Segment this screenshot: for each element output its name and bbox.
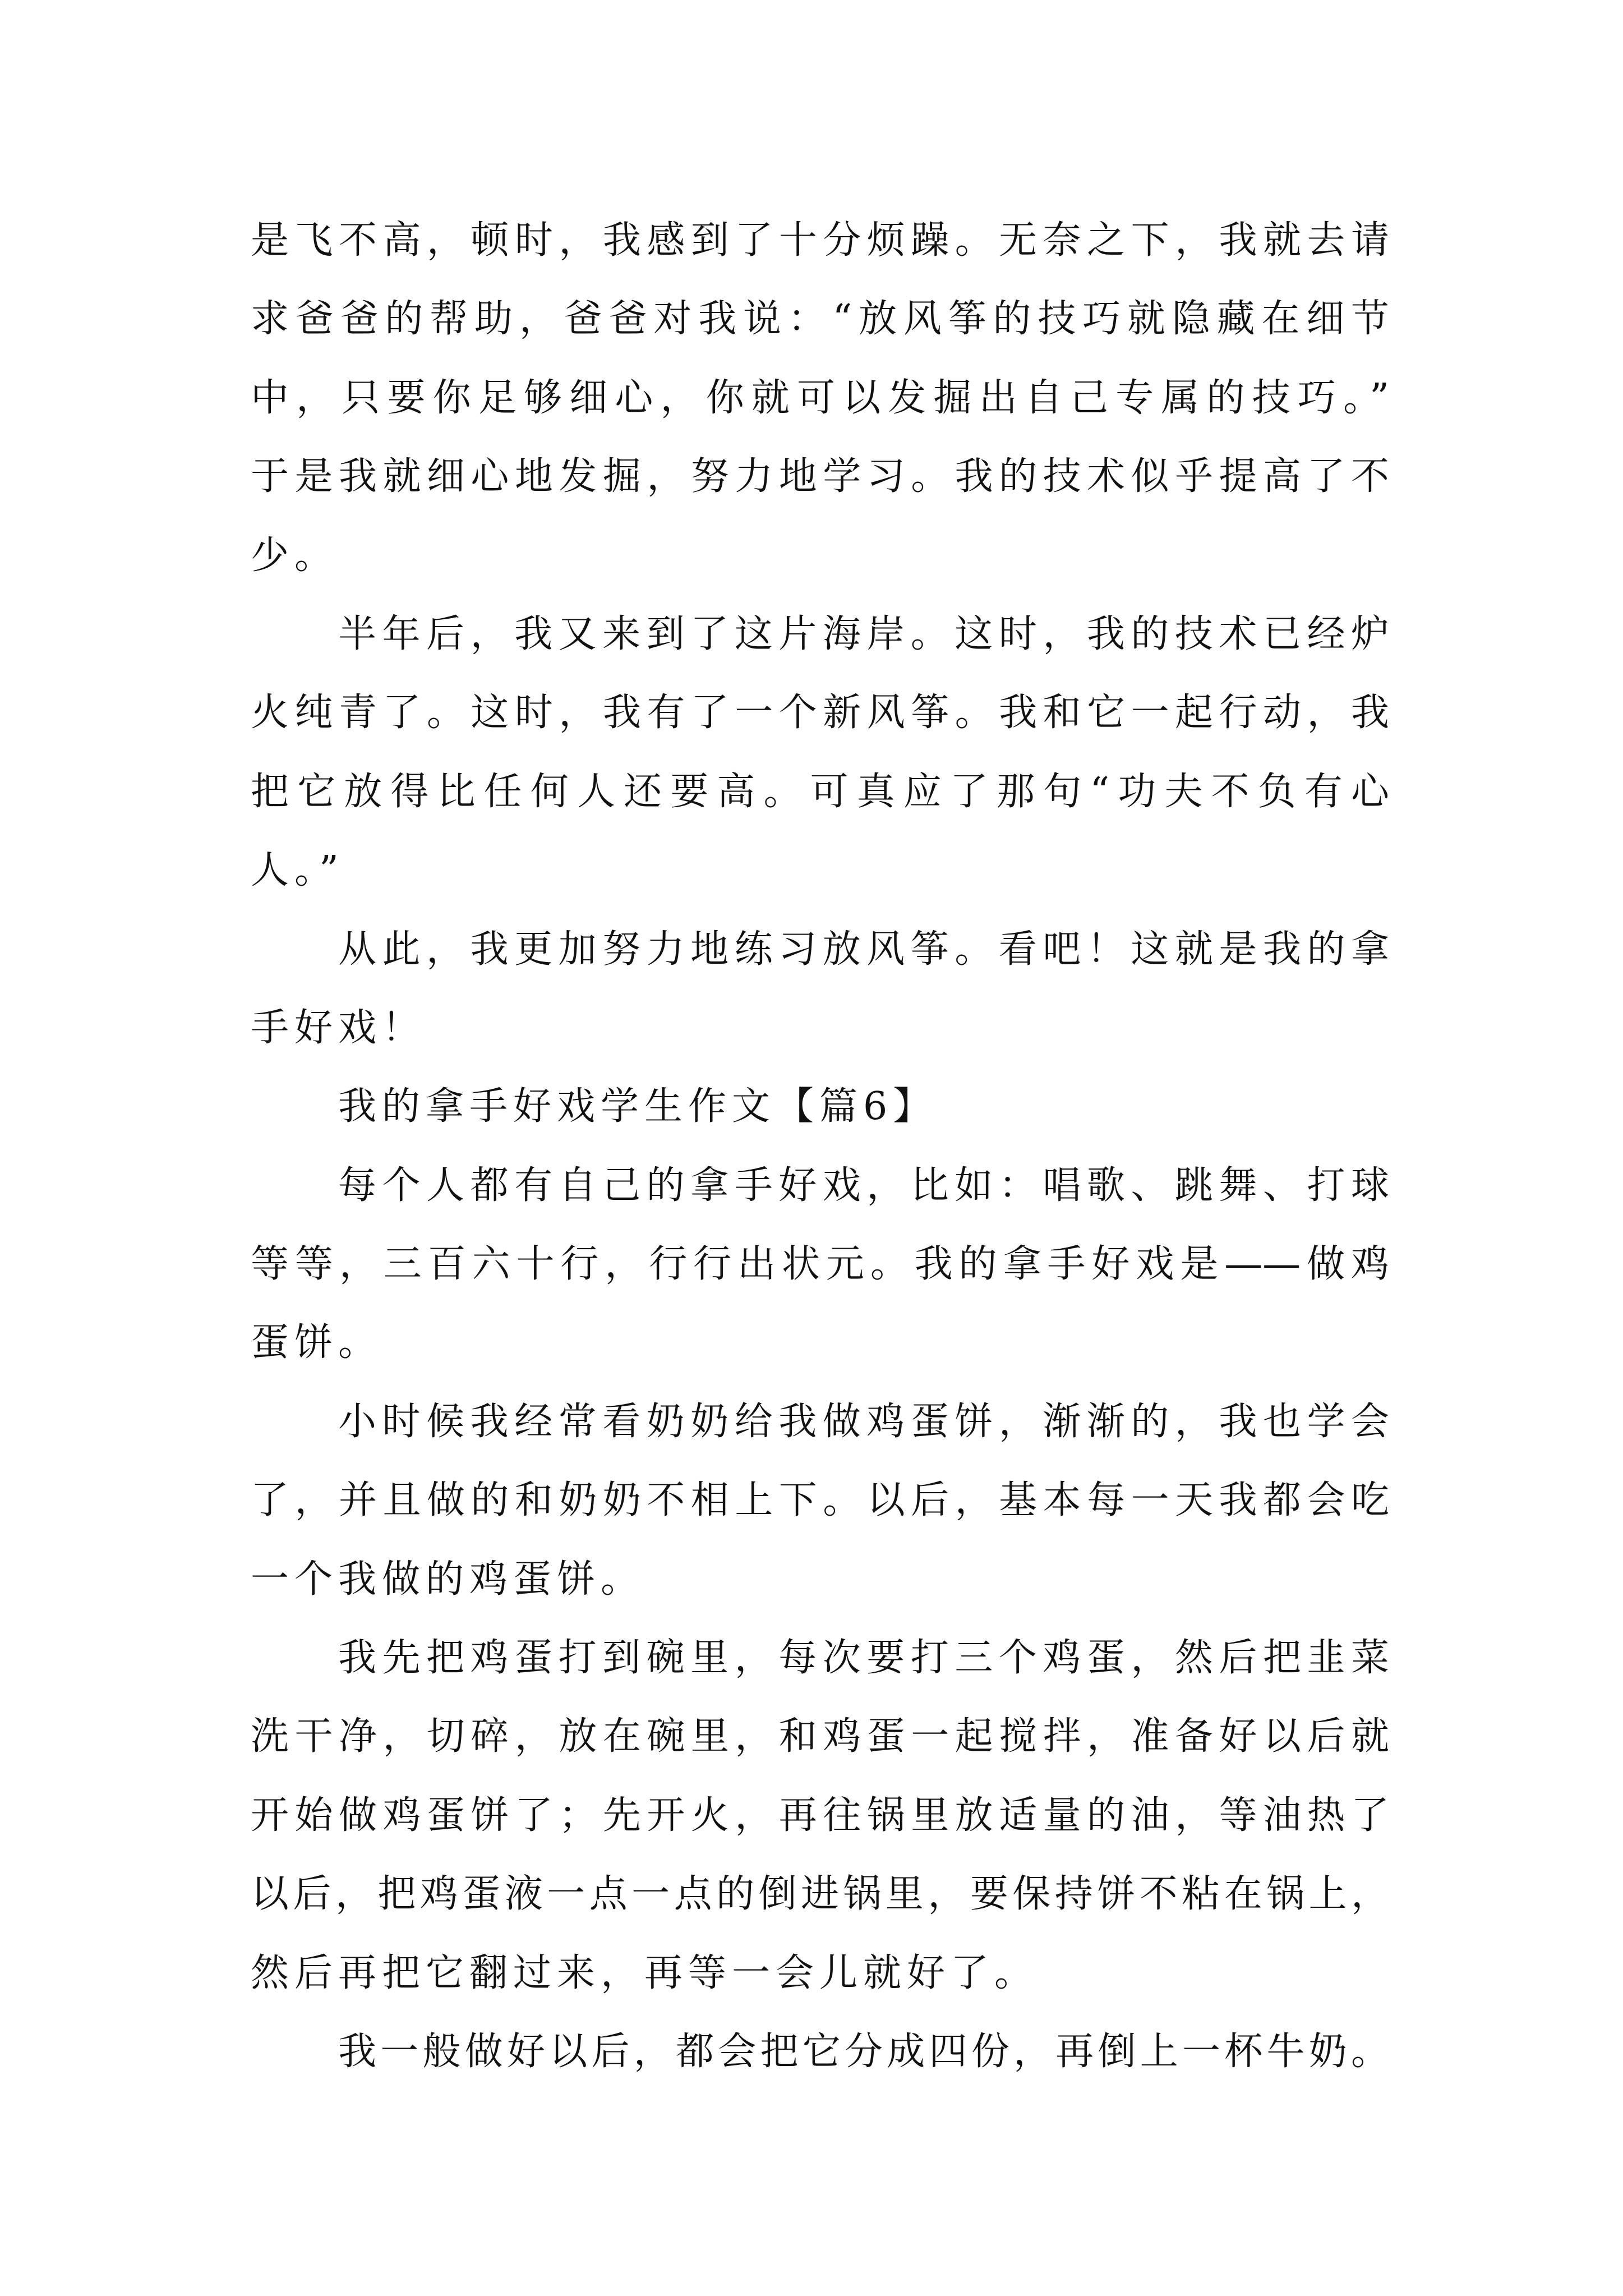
- document-body: [251, 201, 1389, 2091]
- body-text-line: 求爸爸的帮助，爸爸对我说：“放风筝的技巧就隐藏在细节: [251, 297, 1389, 342]
- body-text-line: 从此，我更加努力地练习放风筝。看吧！这就是我的拿: [338, 927, 1389, 972]
- body-text-line: 手好戏！: [251, 1005, 426, 1050]
- paragraph: [251, 2013, 1389, 2091]
- body-text-line: 蛋饼。: [251, 1320, 382, 1365]
- paragraph: [251, 1619, 1389, 2013]
- paragraph: [251, 201, 1389, 595]
- body-text-line: 人。”: [251, 848, 344, 893]
- body-text-line: 半年后，我又来到了这片海岸。这时，我的技术已经炉: [338, 611, 1389, 656]
- paragraph: [251, 1147, 1389, 1383]
- body-text-line: 把它放得比任何人还要高。可真应了那句“功夫不负有心: [251, 769, 1389, 814]
- body-text-line: 了，并且做的和奶奶不相上下。以后，基本每一天我都会吃: [251, 1478, 1389, 1523]
- body-text-line: 是飞不高，顿时，我感到了十分烦躁。无奈之下，我就去请: [251, 218, 1389, 263]
- body-text-line: 我先把鸡蛋打到碗里，每次要打三个鸡蛋，然后把韭菜: [338, 1636, 1389, 1681]
- body-text-line: 开始做鸡蛋饼了；先开火，再往锅里放适量的油，等油热了: [251, 1793, 1389, 1838]
- body-text-line: 少。: [251, 533, 339, 578]
- body-text-line: 小时候我经常看奶奶给我做鸡蛋饼，渐渐的，我也学会: [338, 1399, 1389, 1444]
- body-text-line: 等等，三百六十行，行行出状元。我的拿手好戏是——做鸡: [251, 1242, 1389, 1287]
- body-text-line: 以后，把鸡蛋液一点一点的倒进锅里，要保持饼不粘在锅上，: [251, 1872, 1389, 1917]
- body-text-line: 洗干净，切碎，放在碗里，和鸡蛋一起搅拌，准备好以后就: [251, 1714, 1389, 1759]
- paragraph: [251, 595, 1389, 910]
- paragraph: [251, 910, 1389, 1068]
- body-text-line: 火纯青了。这时，我有了一个新风筝。我和它一起行动，我: [251, 691, 1389, 735]
- body-text-line: 然后再把它翻过来，再等一会儿就好了。: [251, 1950, 1039, 1995]
- body-text-line: 一个我做的鸡蛋饼。: [251, 1557, 645, 1602]
- body-text-line: 每个人都有自己的拿手好戏，比如：唱歌、跳舞、打球: [338, 1163, 1389, 1208]
- body-text-line: 中，只要你足够细心，你就可以发掘出自己专属的技巧。”: [251, 375, 1389, 420]
- paragraph: [251, 1383, 1389, 1619]
- section-heading: 我的拿手好戏学生作文【篇6】: [338, 1084, 937, 1129]
- body-text-line: 我一般做好以后，都会把它分成四份，再倒上一杯牛奶。: [338, 2029, 1389, 2074]
- body-text-line: 于是我就细心地发掘，努力地学习。我的技术似乎提高了不: [251, 454, 1389, 499]
